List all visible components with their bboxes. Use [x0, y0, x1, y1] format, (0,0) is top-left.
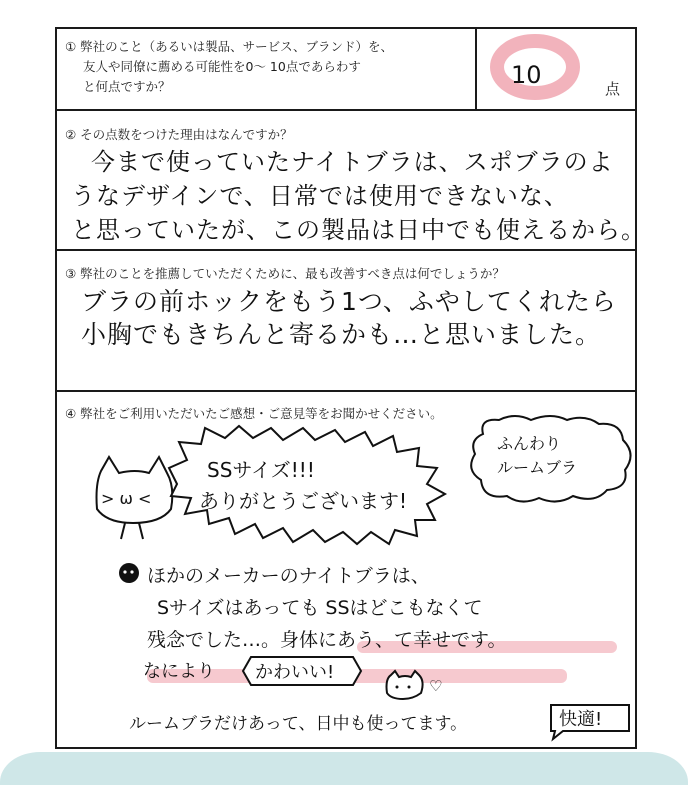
survey-sheet [55, 27, 646, 749]
divider [57, 249, 635, 251]
q2-answer-line-3: と思っていたが、この製品は日中でも使えるから。 [71, 216, 646, 244]
score-divider [475, 29, 477, 111]
kawaii-text: かわいい! [255, 662, 335, 683]
q1-line-2: 友人や同僚に薦める可能性を0～ 10点であらわす [83, 59, 361, 74]
q1-line-3: と何点ですか？ [83, 79, 171, 94]
face-bullet-icon [117, 561, 141, 585]
score-value: 10 [511, 61, 542, 89]
cloud-line-2: ルームブラ [497, 458, 578, 477]
q1-line-1: ① 弊社のこと（あるいは製品、サービス、ブランド）を、 [65, 39, 394, 54]
small-cat-icon [383, 669, 425, 699]
q3-answer-line-2: 小胸でもきちんと寄るかも…と思いました。 [81, 320, 602, 349]
bubble-line-1: SSサイズ!!! [207, 458, 315, 482]
divider [57, 109, 635, 111]
line4-prefix: なにより [143, 661, 215, 682]
q2-answer-line-2: うなデザインで、日常では使用できないな、 [71, 182, 569, 210]
heart-icon: ♡ [429, 677, 443, 695]
body-line-2: Sサイズはあっても SSはどこもなくて [157, 597, 483, 619]
speech-bubble-icon [167, 424, 457, 544]
body-line-5: ルームブラだけあって、日中も使ってます。 [129, 714, 468, 734]
body-line-3: 残念でした…。身体にあう、て幸せです。 [147, 629, 507, 651]
q3-answer-line-1: ブラの前ホックをもう1つ、ふやしてくれたら [81, 287, 617, 316]
cat-face: > ω < [101, 489, 152, 508]
comfort-text: 快適! [559, 709, 603, 730]
bottom-strip [0, 752, 688, 785]
cloud-line-1: ふんわり [497, 434, 562, 453]
score-unit: 点 [605, 80, 621, 98]
body-line-1: ほかのメーカーのナイトブラは、 [147, 565, 430, 587]
q4-question: ④ 弊社をご利用いただいたご感想・ご意見等をお聞かせください。 [65, 406, 443, 421]
q3-question: ③ 弊社のことを推薦していただくために、最も改善すべき点は何でしょうか？ [65, 266, 505, 281]
divider [57, 390, 635, 392]
bubble-line-2: ありがとうございます! [199, 489, 408, 513]
q2-answer-line-1: 今まで使っていたナイトブラは、スポブラのよ [91, 148, 614, 176]
q2-question: ② その点数をつけた理由はなんですか？ [65, 127, 293, 142]
